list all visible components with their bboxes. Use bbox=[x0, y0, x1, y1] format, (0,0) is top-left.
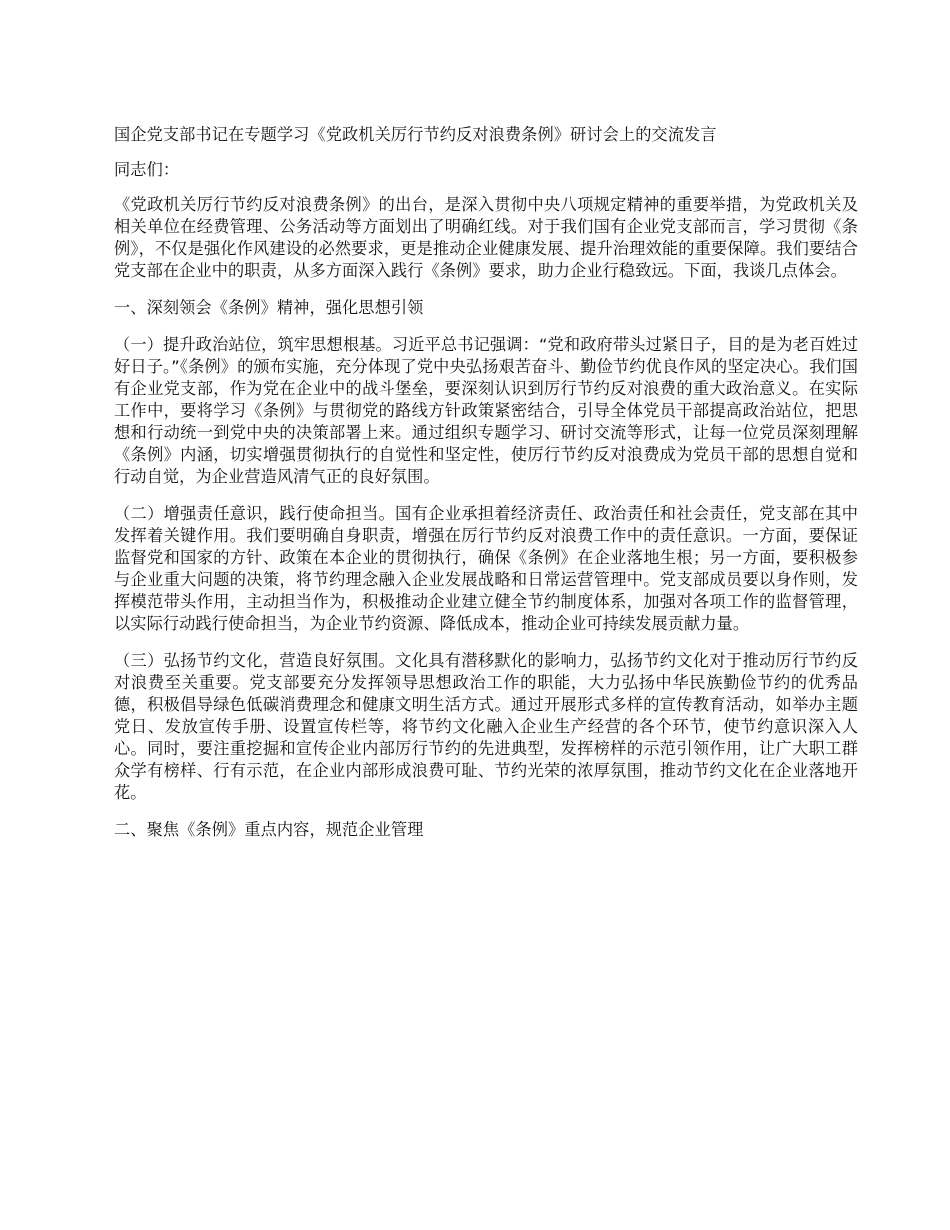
section-1-paragraph-2: （二）增强责任意识，践行使命担当。国有企业承担着经济责任、政治责任和社会责任，党支部在其中发挥着关键作用。我们要明确自身职责，增强在厉行节约反对浪费工作中的责任意识。一方面，要保证监督党和国家的方针、政策在本企业的贯彻执行，确保《条例》在企业落地生根；另一方面，要积极参与企业重大问题的决策，将节约理念融入企业发展战略和日常运营管理中。党支部成员要以身作则，发挥模范带头作用，主动担当作为，积极推动企业建立健全节约制度体系，加强对各项工作的监督管理，以实际行动践行使命担当，为企业节约资源、降低成本，推动企业可持续发展贡献力量。 bbox=[114, 504, 858, 633]
greeting: 同志们： bbox=[114, 160, 180, 179]
section-1-paragraph-3: （三）弘扬节约文化，营造良好氛围。文化具有潜移默化的影响力，弘扬节约文化对于推动厉行节约反对浪费至关重要。党支部要充分发挥领导思想政治工作的职能，大力弘扬中华民族勤俭节约的优秀品德，积极倡导绿色低碳消费理念和健康文明生活方式。通过开展形式多样的宣传教育活动，如举办主题党日、发放宣传手册、设置宣传栏等，将节约文化融入企业生产经营的各个环节，使节约意识深入人心。同时，要注重挖掘和宣传企业内部厉行节约的先进典型，发挥榜样的示范引领作用，让广大职工群众学有榜样、行有示范，在企业内部形成浪费可耻、节约光荣的浓厚氛围，推动节约文化在企业落地开花。 bbox=[114, 651, 858, 802]
section-2-heading: 二、聚焦《条例》重点内容，规范企业管理 bbox=[114, 820, 424, 839]
document-title: 国企党支部书记在专题学习《党政机关厉行节约反对浪费条例》研讨会上的交流发言 bbox=[114, 125, 717, 144]
document-page bbox=[114, 124, 858, 856]
intro-paragraph: 《党政机关厉行节约反对浪费条例》的出台，是深入贯彻中央八项规定精神的重要举措，为党政机关及相关单位在经费管理、公务活动等方面划出了明确红线。对于我们国有企业党支部而言，学习贯彻《条例》，不仅是强化作风建设的必然要求，更是推动企业健康发展、提升治理效能的重要保障。我们要结合党支部在企业中的职责，从多方面深入践行《条例》要求，助力企业行稳致远。下面，我谈几点体会。 bbox=[114, 195, 858, 280]
section-1-paragraph-1: （一）提升政治站位，筑牢思想根基。习近平总书记强调：“党和政府带头过紧日子，目的是为老百姓过好日子。”《条例》的颁布实施，充分体现了党中央弘扬艰苦奋斗、勤俭节约优良作风的坚定决心。我们国有企业党支部，作为党在企业中的战斗堡垒，要深刻认识到厉行节约反对浪费的重大政治意义。在实际工作中，要将学习《条例》与贯彻党的路线方针政策紧密结合，引导全体党员干部提高政治站位，把思想和行动统一到党中央的决策部署上来。通过组织专题学习、研讨交流等形式，让每一位党员深刻理解《条例》内涵，切实增强贯彻执行的自觉性和坚定性，使厉行节约反对浪费成为党员干部的思想自觉和行动自觉，为企业营造风清气正的良好氛围。 bbox=[114, 335, 858, 486]
section-1-heading: 一、深刻领会《条例》精神，强化思想引领 bbox=[114, 298, 424, 317]
